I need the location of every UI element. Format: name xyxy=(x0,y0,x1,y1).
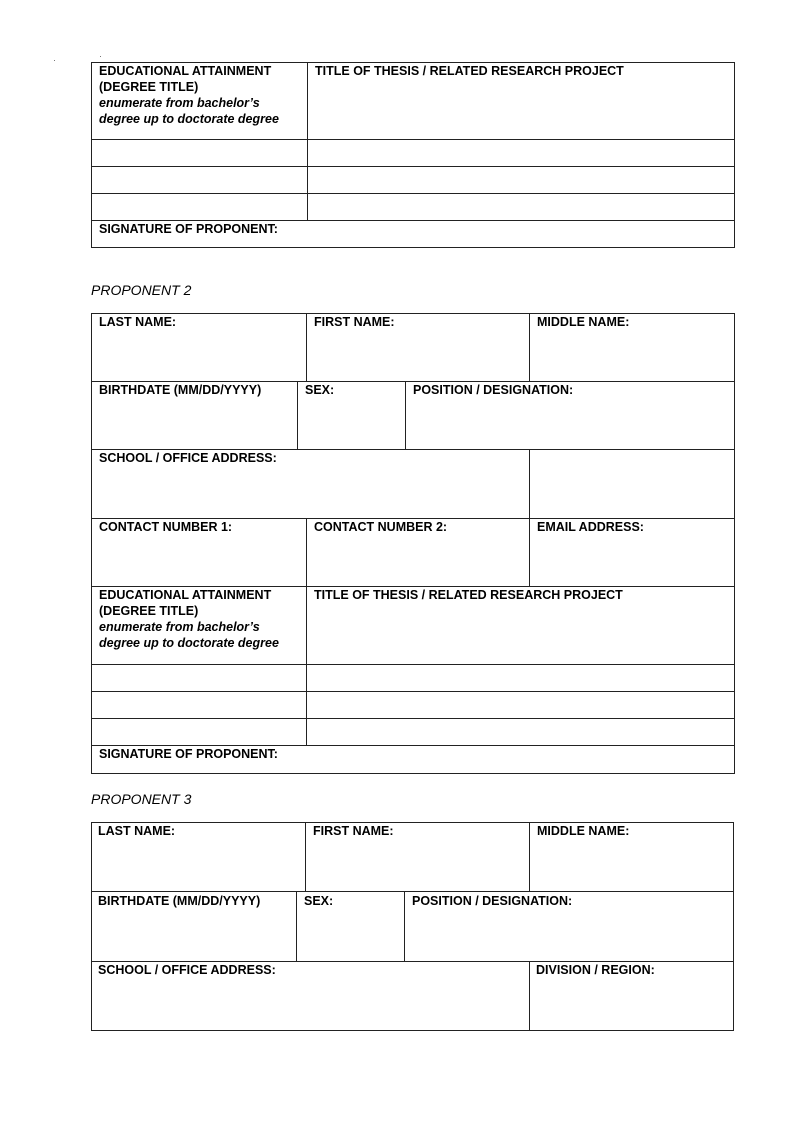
address-label: SCHOOL / OFFICE ADDRESS: xyxy=(99,451,277,465)
contact-number-1-label: CONTACT NUMBER 1: xyxy=(99,520,233,534)
middle-name-field[interactable] xyxy=(530,842,733,890)
degree-field[interactable] xyxy=(92,692,305,718)
first-name-label: FIRST NAME: xyxy=(314,315,395,329)
sex-label: SEX: xyxy=(305,383,335,397)
signature-field[interactable] xyxy=(300,221,734,247)
thesis-field[interactable] xyxy=(307,665,734,691)
last-name-label: LAST NAME: xyxy=(99,315,177,329)
educational-attainment-label: EDUCATIONAL ATTAINMENT (DEGREE TITLE) enumerate from bachelor’s degree up to doctorate degree xyxy=(99,588,279,650)
degree-field[interactable] xyxy=(92,665,305,691)
table-divider xyxy=(91,891,734,892)
signature-label: SIGNATURE OF PROPONENT: xyxy=(99,222,278,236)
contact-number-1-field[interactable] xyxy=(92,537,305,585)
thesis-title-label: TITLE OF THESIS / RELATED RESEARCH PROJECT xyxy=(315,64,624,78)
division-region-label: DIVISION / REGION: xyxy=(536,963,655,977)
sex-field[interactable] xyxy=(298,400,404,448)
email-address-field[interactable] xyxy=(530,537,734,585)
signature-label: SIGNATURE OF PROPONENT: xyxy=(99,747,278,761)
thesis-title-label: TITLE OF THESIS / RELATED RESEARCH PROJECT xyxy=(314,588,623,602)
middle-name-field[interactable] xyxy=(530,332,734,380)
thesis-field[interactable] xyxy=(308,167,734,193)
scan-speck xyxy=(54,60,55,61)
address-field[interactable] xyxy=(92,468,528,517)
thesis-field[interactable] xyxy=(307,692,734,718)
address-label: SCHOOL / OFFICE ADDRESS: xyxy=(98,963,276,977)
contact-number-2-field[interactable] xyxy=(307,537,528,585)
degree-field[interactable] xyxy=(92,719,305,745)
birthdate-label: BIRTHDATE (MM/DD/YYYY) xyxy=(99,383,262,397)
proponent3-heading: PROPONENT 3 xyxy=(91,791,192,807)
degree-field[interactable] xyxy=(92,194,306,220)
birthdate-field[interactable] xyxy=(92,911,295,960)
last-name-field[interactable] xyxy=(92,332,305,380)
thesis-field[interactable] xyxy=(308,140,734,166)
position-field[interactable] xyxy=(406,400,734,448)
division-region-field[interactable] xyxy=(530,981,733,1030)
scan-speck xyxy=(100,56,101,57)
degree-field[interactable] xyxy=(92,167,306,193)
first-name-field[interactable] xyxy=(306,842,528,890)
degree-field[interactable] xyxy=(92,140,306,166)
last-name-label: LAST NAME: xyxy=(98,824,176,838)
blank-field[interactable] xyxy=(530,450,734,517)
address-field[interactable] xyxy=(92,981,528,1030)
proponent2-heading: PROPONENT 2 xyxy=(91,282,192,298)
position-label: POSITION / DESIGNATION: xyxy=(412,894,573,908)
middle-name-label: MIDDLE NAME: xyxy=(537,824,630,838)
thesis-field[interactable] xyxy=(308,194,734,220)
sex-label: SEX: xyxy=(304,894,334,908)
birthdate-label: BIRTHDATE (MM/DD/YYYY) xyxy=(98,894,261,908)
birthdate-field[interactable] xyxy=(92,400,296,448)
last-name-field[interactable] xyxy=(92,842,304,890)
middle-name-label: MIDDLE NAME: xyxy=(537,315,630,329)
position-field[interactable] xyxy=(405,911,733,960)
signature-field[interactable] xyxy=(300,746,734,773)
contact-number-2-label: CONTACT NUMBER 2: xyxy=(314,520,448,534)
educational-attainment-label: EDUCATIONAL ATTAINMENT (DEGREE TITLE) enumerate from bachelor’s degree up to doctorate degree xyxy=(99,64,279,126)
first-name-label: FIRST NAME: xyxy=(313,824,394,838)
email-address-label: EMAIL ADDRESS: xyxy=(537,520,644,534)
first-name-field[interactable] xyxy=(307,332,528,380)
position-label: POSITION / DESIGNATION: xyxy=(413,383,574,397)
sex-field[interactable] xyxy=(297,911,403,960)
thesis-field[interactable] xyxy=(307,719,734,745)
